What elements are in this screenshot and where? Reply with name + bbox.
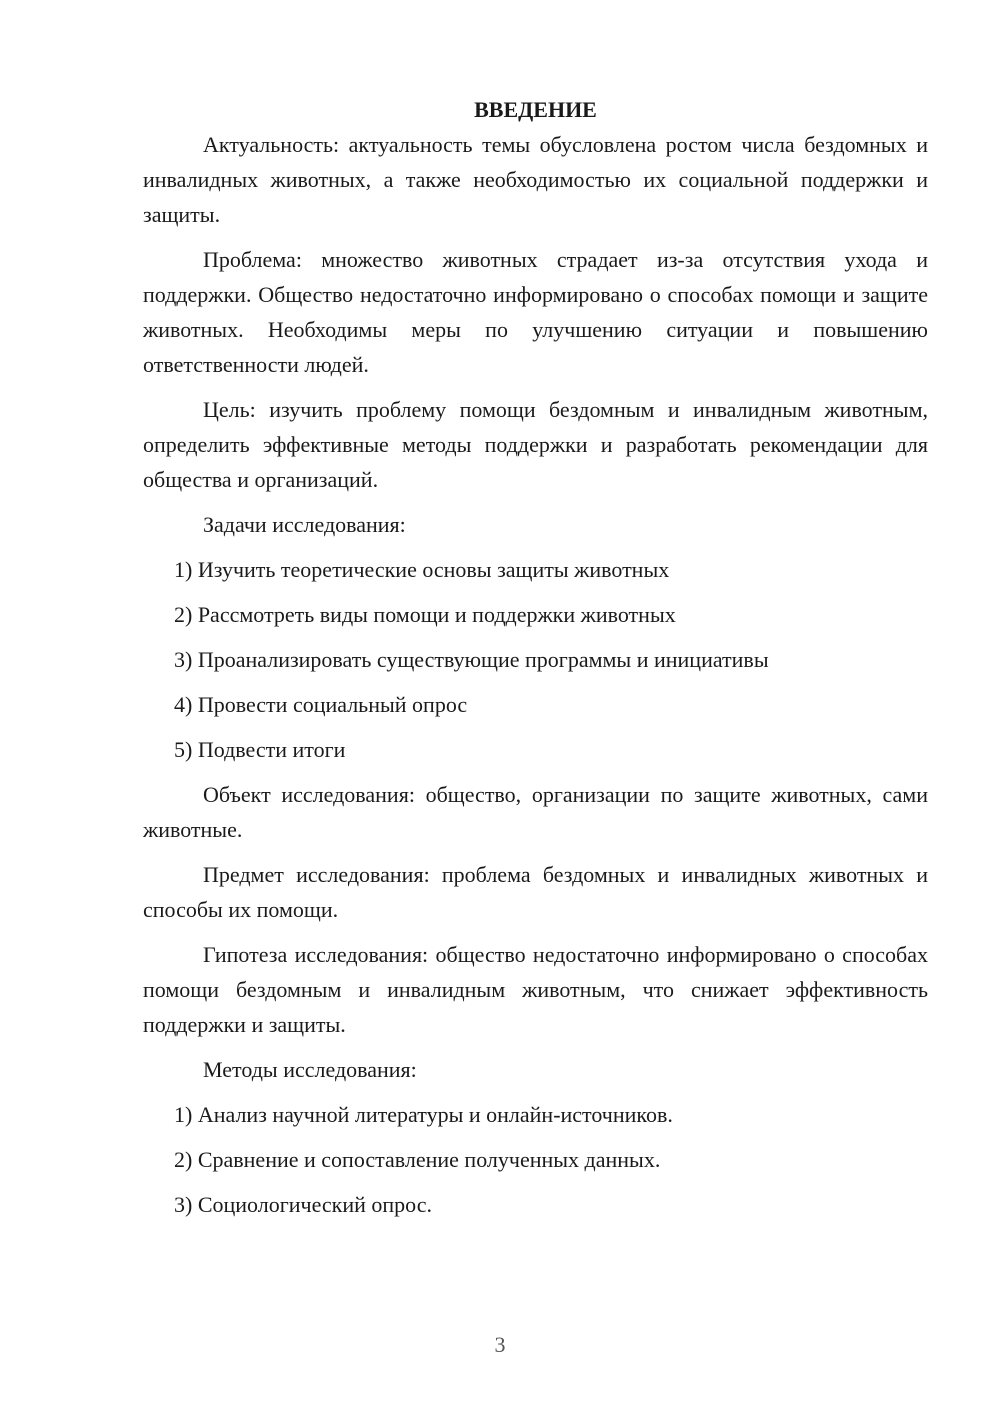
goal-paragraph: Цель: изучить проблему помощи бездомным и инвалидным животным, определить эффективные методы поддержки и разработать рекомендации для общества и организаций. (143, 397, 928, 492)
page-number: 3 (494, 1332, 506, 1357)
subject-paragraph: Предмет исследования: проблема бездомных и инвалидных животных и способы их помощи. (143, 862, 928, 922)
tasks-heading: Задачи исследования: (203, 512, 406, 537)
methods-list (143, 1097, 928, 1222)
list-item: 3) Проанализировать существующие программы и инициативы (174, 647, 769, 672)
list-item: 1) Анализ научной литературы и онлайн-источников. (174, 1102, 673, 1127)
list-item: 3) Социологический опрос. (174, 1192, 432, 1217)
object-paragraph: Объект исследования: общество, организации по защите животных, сами животные. (143, 782, 928, 842)
list-item: 5) Подвести итоги (174, 737, 346, 762)
list-item: 1) Изучить теоретические основы защиты животных (174, 557, 670, 582)
list-item: 2) Сравнение и сопоставление полученных данных. (174, 1147, 661, 1172)
actuality-paragraph: Актуальность: актуальность темы обусловлена ростом числа бездомных и инвалидных животных, а также необходимостью их социальной поддержки и защиты. (143, 132, 928, 227)
list-item: 2) Рассмотреть виды помощи и поддержки животных (174, 602, 676, 627)
document-page (143, 92, 928, 1232)
list-item: 4) Провести социальный опрос (174, 692, 468, 717)
section-title: ВВЕДЕНИЕ (474, 97, 597, 122)
tasks-list (143, 552, 928, 767)
methods-heading: Методы исследования: (203, 1057, 417, 1082)
hypothesis-paragraph: Гипотеза исследования: общество недостаточно информировано о способах помощи бездомным и инвалидным животным, что снижает эффективность поддержки и защиты. (143, 942, 928, 1037)
problem-paragraph: Проблема: множество животных страдает из-за отсутствия ухода и поддержки. Общество недостаточно информировано о способах помощи и защите животных. Необходимы меры по улучшению ситуации и повышению ответственности людей. (143, 247, 928, 377)
